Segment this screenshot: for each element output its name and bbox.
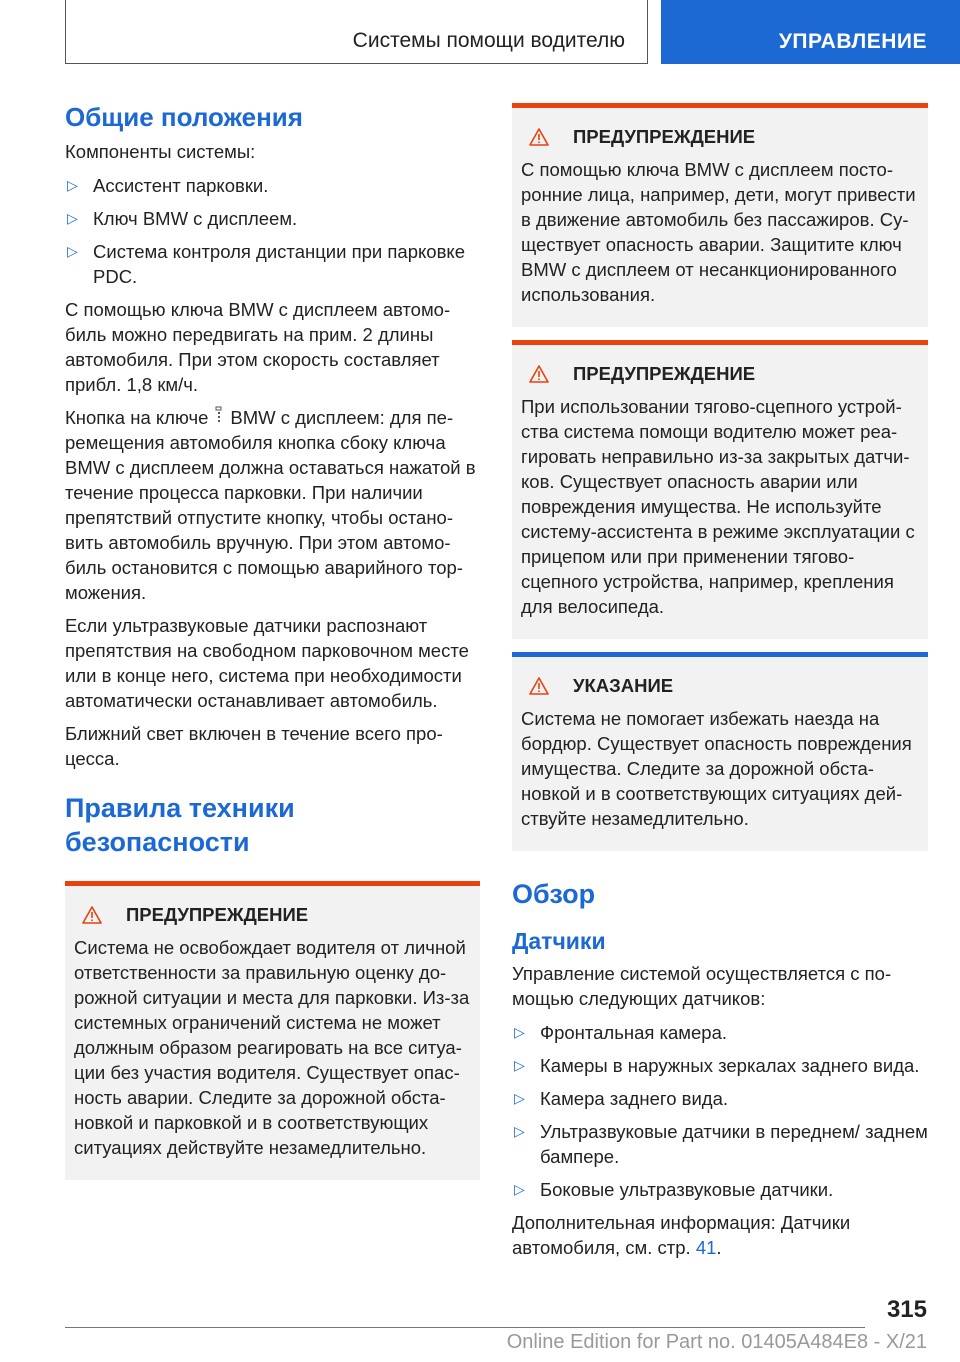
list-item: ▷ Ультразвуковые датчики в переднем/ заднем бампере. xyxy=(514,1121,928,1167)
right-column xyxy=(512,103,928,1260)
triangle-bullet-icon: ▷ xyxy=(67,243,78,259)
page-reference-link[interactable]: 41 xyxy=(695,1237,717,1258)
note-text: Система не помогает избежать наезда на бордюр. Существует опасность повреждения имущества. Следите за дорожной обстановкой и в соответствующих ситуациях действуйте незамедлительно. xyxy=(521,708,912,829)
triangle-bullet-icon: ▷ xyxy=(514,1123,525,1139)
list-item: ▷ Боковые ультразвуковые датчики. xyxy=(514,1179,834,1200)
warning-text: С помощью ключа BMW с дисплеем посторонние лица, например, дети, могут привести в движение автомобиль без пассажиров. Существует опасность аварии. Защитите ключ BMW с дисплеем от несанкционированного использования. xyxy=(521,159,916,305)
edition-note: Online Edition for Part no. 01405A484E8 - X/21 xyxy=(506,1331,927,1353)
left-column xyxy=(65,100,480,1180)
list-item: ▷ Камера заднего вида. xyxy=(514,1088,729,1109)
page-number: 315 xyxy=(886,1296,927,1323)
triangle-bullet-icon: ▷ xyxy=(67,210,78,226)
list-item: ▷ Ассистент парковки. xyxy=(67,175,269,196)
triangle-bullet-icon: ▷ xyxy=(67,177,78,193)
list-item: ▷ Система контроля дистанции при парковке PDC. xyxy=(67,241,465,287)
triangle-bullet-icon: ▷ xyxy=(514,1024,525,1040)
section-title-overview: Обзор xyxy=(512,879,596,909)
paragraph-3: Если ультразвуковые датчики распознают препятствия на свободном парковочном месте или в конце него, система при необходимости автоматически останавливает автомобиль. xyxy=(65,615,469,711)
more-info: Дополнительная информация: Датчики автомобиля, см. стр. 41. xyxy=(512,1212,851,1258)
warning-box xyxy=(65,881,480,1180)
key-button-icon xyxy=(214,406,224,426)
note-box xyxy=(512,652,928,851)
triangle-bullet-icon: ▷ xyxy=(514,1090,525,1106)
header-section-title: Системы помощи водителю xyxy=(65,0,648,64)
triangle-bullet-icon: ▷ xyxy=(514,1181,525,1197)
paragraph-1: С помощью ключа BMW с дисплеем автомобиль можно передвигать на прим. 2 длины автомобиля. При этом скорость составляет прибл. 1,8 км/ч. xyxy=(65,299,451,395)
warning-box xyxy=(512,103,928,327)
note-title: УКАЗАНИЕ xyxy=(521,673,919,698)
section-title-safety: Правила техники безопасности xyxy=(65,793,295,857)
warning-triangle-icon xyxy=(82,906,102,924)
components-list xyxy=(65,173,480,289)
warning-box xyxy=(512,340,928,639)
list-item: ▷ Ключ BMW с дисплеем. xyxy=(67,208,298,229)
warning-triangle-icon xyxy=(529,128,549,146)
warning-title: ПРЕДУПРЕЖДЕНИЕ xyxy=(74,902,471,927)
subsection-title-sensors: Датчики xyxy=(512,928,606,954)
warning-title: ПРЕДУПРЕЖДЕНИЕ xyxy=(521,124,919,149)
warning-title: ПРЕДУПРЕЖДЕНИЕ xyxy=(521,361,919,386)
components-intro: Компоненты системы: xyxy=(65,141,256,162)
paragraph-4: Ближний свет включен в течение всего процесса. xyxy=(65,723,443,769)
header-chapter-tab: УПРАВЛЕНИЕ xyxy=(661,0,960,64)
footer-divider xyxy=(65,1327,865,1328)
section-title-general: Общие положения xyxy=(65,102,303,132)
triangle-bullet-icon: ▷ xyxy=(514,1057,525,1073)
warning-text: Система не освобождает водителя от личной ответственности за правильную оценку дорожной ситуации и места для парковки. Из-за системных ограничений система не может должным образом реагировать на все ситуации без участия водителя. Существует опасность аварии. Следите за дорожной обстановкой и парковкой и в соответствующих ситуациях действуйте незамедлительно. xyxy=(74,937,470,1158)
list-item: ▷ Камеры в наружных зеркалах заднего вида. xyxy=(514,1055,920,1076)
warning-triangle-icon xyxy=(529,365,549,383)
paragraph-2: Кнопка на ключе BMW с дисплеем: для перемещения автомобиля кнопка сбоку ключа BMW с дисплеем должна оставаться нажатой в течение процесса парковки. При наличии препятствий отпустите кнопку, чтобы остановить автомобиль вручную. При этом автомобиль остановится с помощью аварийного торможения. xyxy=(65,407,476,603)
list-item: ▷ Фронтальная камера. xyxy=(514,1022,728,1043)
warning-text: При использовании тягово-сцепного устройства система помощи водителю может реагировать неправильно из-за закрытых датчиков. Существует опасность аварии или повреждения имущества. Не используйте систему-ассистента в режиме эксплуатации с прицепом или при применении тягово-сцепного устройства, например, крепления для велосипеда. xyxy=(521,396,915,617)
sensors-list xyxy=(512,1020,928,1202)
warning-triangle-icon xyxy=(529,677,549,695)
sensors-intro: Управление системой осуществляется с помощью следующих датчиков: xyxy=(512,963,892,1009)
